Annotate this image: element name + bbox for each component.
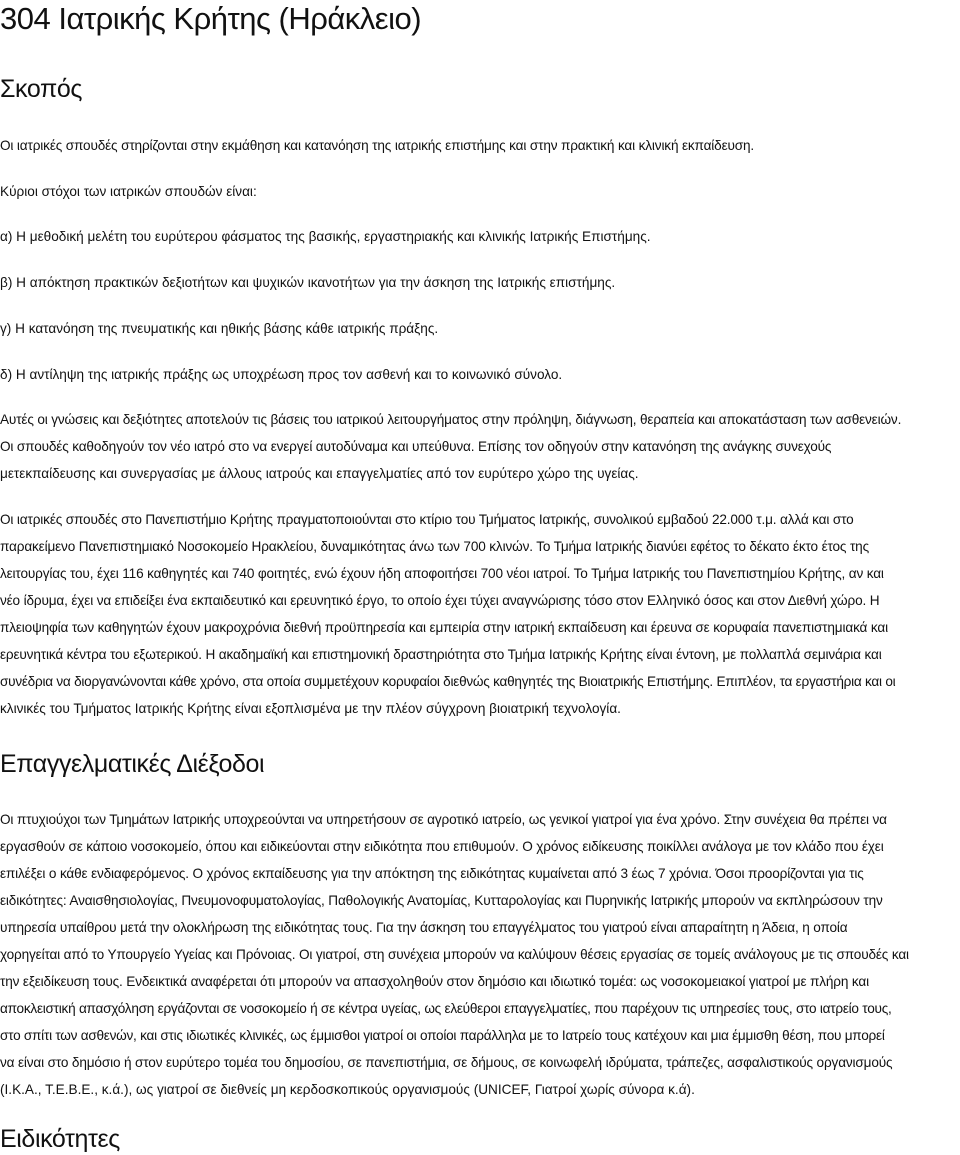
objective-item: α) Η μεθοδική μελέτη του ευρύτερου φάσματος της βασικής, εργαστηριακής και κλινικής Ιατρικής Επιστήμης. bbox=[0, 229, 651, 244]
paragraph-line: την εξειδίκευση τους. Ενδεικτικά αναφέρεται ότι μπορούν να απασχοληθούν στον δημόσιο και ιδιωτικό τομέα: ως νοσοκομειακοί γιατροί με πλήρη και bbox=[0, 974, 869, 989]
paragraph-line: ερευνητικά κέντρα του εξωτερικού. Η ακαδημαϊκή και επιστημονική δραστηριότητα στο Τμήμα Ιατρικής Κρήτης είναι έντονη, με πολλαπλά σεμινάρια και bbox=[0, 647, 882, 662]
paragraph-line: να είναι στο δημόσιο ή στον ευρύτερο τομέα του δημοσίου, σε πανεπιστήμια, σε δήμους, σε κοινωφελή ιδρύματα, τράπεζες, ασφαλιστικούς οργανισμούς bbox=[0, 1055, 893, 1070]
paragraph-line: μετεκπαίδευσης και συνεργασίας με άλλους ιατρούς και επαγγελματίες από τον ευρύτερο χώρο της υγείας. bbox=[0, 466, 639, 481]
objective-item: γ) Η κατανόηση της πνευματικής και ηθικής βάσης κάθε ιατρικής πράξης. bbox=[0, 321, 439, 336]
objectives-lead: Κύριοι στόχοι των ιατρικών σπουδών είναι: bbox=[0, 184, 257, 199]
paragraph-line: επιλέξει ο κάθε ενδιαφερόμενος. Ο χρόνος εκπαίδευσης για την απόκτηση της ειδικότητας κυμαίνεται από 3 έως 7 χρόνια. Όσοι προορίζονται για τις bbox=[0, 866, 864, 881]
paragraph-line: Αυτές οι γνώσεις και δεξιότητες αποτελούν τις βάσεις του ιατρικού λειτουργήματος στην πρόληψη, διάγνωση, θεραπεία και αποκατάσταση των ασθενειών. bbox=[0, 412, 902, 427]
paragraph-line: παρακείμενο Πανεπιστημιακό Νοσοκομείο Ηρακλείου, δυναμικότητας άνω των 700 κλινών. Το Τμήμα Ιατρικής διανύει εφέτος το δέκατο έκτο έτος της bbox=[0, 539, 869, 554]
paragraph-line: Οι ιατρικές σπουδές στο Πανεπιστήμιο Κρήτης πραγματοποιούνται στο κτίριο του Τμήματος Ιατρικής, συνολικού εμβαδού 22.000 τ.μ. αλλά και στο bbox=[0, 512, 854, 527]
paragraph-line: στο σπίτι των ασθενών, και στις ιδιωτικές κλινικές, ως έμμισθοι γιατροί οι οποίοι παράλληλα με το Ιατρείο τους κατέχουν και μια έμμισθη θέση, που μπορεί bbox=[0, 1028, 885, 1043]
paragraph-line: Οι σπουδές καθοδηγούν τον νέο ιατρό στο να ενεργεί αυτοδύναμα και υπεύθυνα. Επίσης τον οδηγούν στην κατανόηση της ανάγκης συνεχούς bbox=[0, 439, 832, 454]
goal-intro: Οι ιατρικές σπουδές στηρίζονται στην εκμάθηση και κατανόηση της ιατρικής επιστήμης και στην πρακτική και κλινική εκπαίδευση. bbox=[0, 138, 755, 153]
paragraph-line: λειτουργίας του, έχει 116 καθηγητές και 740 φοιτητές, ενώ έχουν ήδη αποφοιτήσει 700 νέοι ιατροί. Το Τμήμα Ιατρικής του Πανεπιστημίου Κρήτης, αν και bbox=[0, 566, 884, 581]
paragraph-line: (Ι.Κ.Α., Τ.Ε.Β.Ε., κ.ά.), ως γιατροί σε διεθνείς μη κερδοσκοπικούς οργανισμούς (UNICEF, Γιατροί χωρίς σύνορα κ.ά). bbox=[0, 1082, 695, 1097]
paragraph-line: νέο ίδρυμα, έχει να επιδείξει ένα εκπαιδευτικό και ερευνητικό έργο, το οποίο έχει τύχει αναγνώρισης τόσο στον Ελληνικό όσος και στον Διεθνή χώρο. Η bbox=[0, 593, 880, 608]
paragraph-line: χορηγείται από το Υπουργείο Υγείας και Πρόνοιας. Οι γιατροί, στη συνέχεια μπορούν να καλύψουν θέσεις εργασίας σε τομείς ανάλογους με τις σπουδές και bbox=[0, 947, 909, 962]
section-heading-specialties: Ειδικότητες bbox=[0, 1125, 120, 1153]
paragraph-line: αποκλειστική απασχόληση εργάζονται σε νοσοκομείο ή σε κέντρα υγείας, ως ελεύθεροι επαγγελματίες, που παρέχουν τις υπηρεσίες τους, στο ιατρείο τους, bbox=[0, 1001, 892, 1016]
paragraph-line: εργασθούν σε κάποιο νοσοκομείο, όπου και ειδικεύονται στην ειδικότητα που επιθυμούν. Ο χρόνος ειδίκευσης ποικίλλει ανάλογα με τον κλάδο που έχει bbox=[0, 839, 884, 854]
section-heading-careers: Επαγγελματικές Διέξοδοι bbox=[0, 750, 265, 778]
paragraph-line: πλειοψηφία των καθηγητών έχουν μακροχρόνια διεθνή προϋπηρεσία και εμπειρία στην ιατρική εκπαίδευση και έρευνα σε κορυφαία πανεπιστημιακά και bbox=[0, 620, 888, 635]
objective-item: β) Η απόκτηση πρακτικών δεξιοτήτων και ψυχικών ικανοτήτων για την άσκηση της Ιατρικής επιστήμης. bbox=[0, 275, 616, 290]
section-heading-goal: Σκοπός bbox=[0, 75, 82, 103]
paragraph-line: ειδικότητες: Αναισθησιολογίας, Πνευμονοφυματολογίας, Παθολογικής Ανατομίας, Κυτταρολογίας και Πυρηνικής Ιατρικής μπορούν να εκπληρώσουν την bbox=[0, 893, 883, 908]
paragraph-line: υπηρεσία υπαίθρου μετά την ολοκλήρωση της ειδικότητας τους. Για την άσκηση του επαγγέλματος του γιατρού είναι απαραίτητη η Άδεια, η οποία bbox=[0, 920, 848, 935]
paragraph-line: κλινικές του Τμήματος Ιατρικής Κρήτης είναι εξοπλισμένα με την πλέον σύγχρονη βιοιατρική τεχνολογία. bbox=[0, 701, 621, 716]
page-title: 304 Ιατρικής Κρήτης (Ηράκλειο) bbox=[0, 1, 422, 36]
paragraph-line: Οι πτυχιούχοι των Τμημάτων Ιατρικής υποχρεούνται να υπηρετήσουν σε αγροτικό ιατρείο, ως γενικοί γιατροί για ένα χρόνο. Στην συνέχεια θα πρέπει να bbox=[0, 812, 887, 827]
objective-item: δ) Η αντίληψη της ιατρικής πράξης ως υποχρέωση προς τον ασθενή και το κοινωνικό σύνολο. bbox=[0, 367, 563, 382]
paragraph-line: συνέδρια να διοργανώνονται κάθε χρόνο, στα οποία συμμετέχουν κορυφαίοι διεθνώς καθηγητές της Βιοιατρικής Επιστήμης. Επιπλέον, τα εργαστήρια και οι bbox=[0, 674, 896, 689]
